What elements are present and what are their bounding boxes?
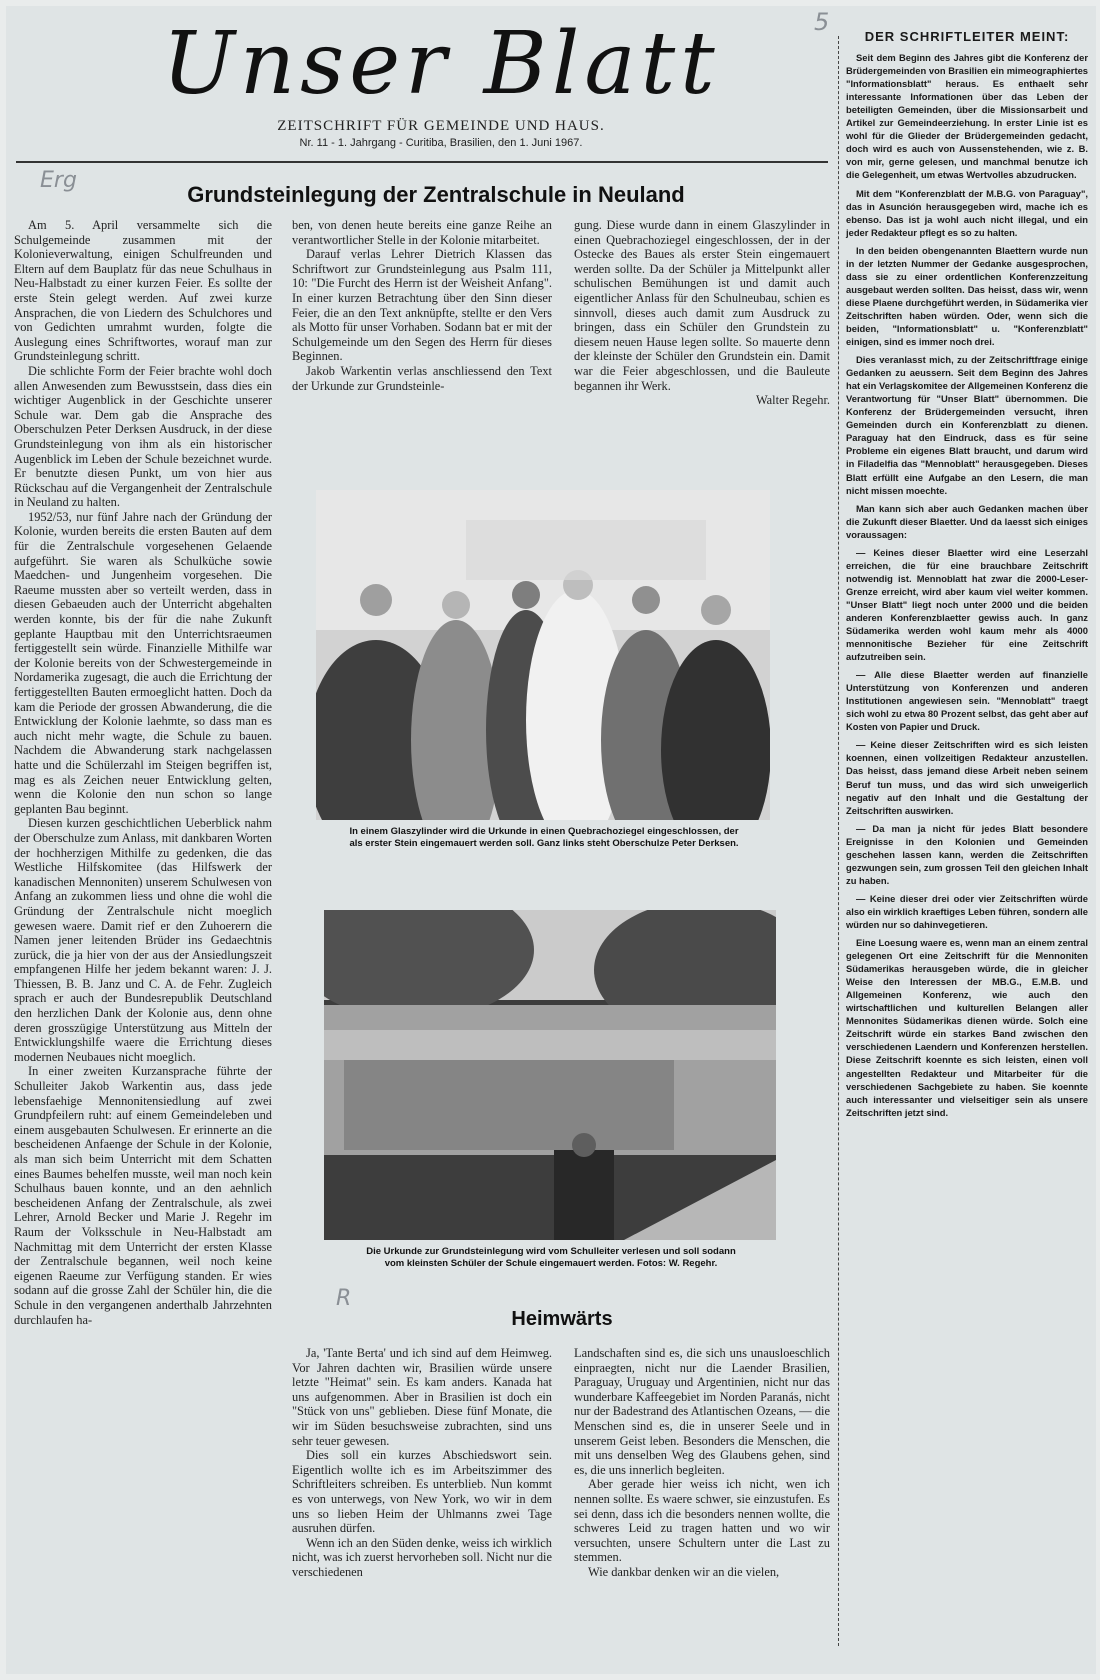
article-2-column-2 xyxy=(574,1346,830,1580)
article-headline: Grundsteinlegung der Zentralschule in Neuland xyxy=(187,182,685,207)
paragraph: Landschaften sind es, die sich uns unausloeschlich einpraegten, nicht nur die Laender Brasilien, Paraguay, Uruguay und Argentinien, nicht nur das wunderbare Kaffeegebiet im Norden Paranás, nicht nur der Badestrand des Atlantischen Ozeans, — die Menschen sind es, die in unserer Seele und in unserem Geist leben. Besonders die Menschen, die mit uns denselben Weg des Glaubens gehen, sind es, die uns innerlich begleiten. xyxy=(574,1346,830,1477)
masthead xyxy=(156,16,726,149)
editor-column xyxy=(846,30,1088,1124)
editor-column-heading: DER SCHRIFTLEITER MEINT: xyxy=(864,29,1070,44)
photo-2-caption: Die Urkunde zur Grundsteinlegung wird vom Schulleiter verlesen und soll sodann vom kleinsten Schüler der Schule eingemauert werden. Fotos: W. Regehr. xyxy=(366,1246,736,1269)
issue-line: Nr. 11 - 1. Jahrgang - Curitiba, Brasilien, den 1. Juni 1967. xyxy=(299,137,583,149)
editor-paragraph: Eine Loesung waere es, wenn man an einem zentral gelegenen Ort eine Zeitschrift für die Mennoniten Südamerikas herausgeben würde, die in gleicher Weise den Interessen der MB.G., E.M.B. und Allgemeinen Konferenz, wie auch den wirtschaftlichen und kulturellen Belangen aller Mennonites Südamerikas dienen würde. Solch eine Zeitschrift würde ein starkes Band zwischen den verschiedenen Laendern und Konferenzen herstellen. Diese Zeitschrift koennte es sich leisten, einen voll angestellten Redakteur und Mitarbeiter für die verschiedenen Sachgebiete zu haben. Sie koennte auch interessanter und vielseitiger sein als unsere Zeitschriften jetzt sind. xyxy=(846,937,1088,1118)
paragraph: gung. Diese wurde dann in einem Glaszylinder in einen Quebrachoziegel eingeschlossen, der in der Ostecke des Baues als erster Stein eingemauert werden sollte. Da der Schüler ja Mittelpunkt aller schulischen Bemühungen ist und damit auch eigentlicher Anlass für den Schulneubau, schien es sinnvoll, dieses auch damit zum Ausdruck zu bringen, dass ein Schüler den Grundstein zu diesem neuen Hause legen sollte. So mauerte denn der kleinste der Schüler den Grundstein ein. Damit war die Feier abgeschlossen, und die Bauleute begannen ihr Werk. xyxy=(574,218,830,393)
author-signature: Walter Regehr. xyxy=(755,393,830,408)
ceremony-photo-1 xyxy=(316,490,770,820)
article-column-2 xyxy=(292,218,552,393)
paragraph: Jakob Warkentin verlas anschliessend den Text der Urkunde zur Grundsteinle- xyxy=(292,363,552,393)
paragraph: Die schlichte Form der Feier brachte wohl doch allen Anwesenden zum Bewusstsein, dass dies ein wichtiger Augenblick in der Geschichte unserer Schule war. Dem gab die Ansprache des Oberschulzen Peter Derksen Ausdruck, in der diese Grundsteinlegung von ihm als ein historischer Augenblick im Leben der Schule bezeichnet wurde. Er benutzte diesen Punkt, um von hier aus Rückschau auf die Vergangenheit der Zentralschule in Neuland zu halten. xyxy=(14,363,272,510)
margin-note-2: R xyxy=(336,1286,352,1311)
paragraph: Darauf verlas Lehrer Dietrich Klassen das Schriftwort zur Grundsteinlegung aus Psalm 111, 10: "Die Furcht des Herrn ist der Weisheit Anfang". In einer kurzen Betrachtung über den Sinn dieser Feier, die an den Text anknüpfte, stellte er den Vers als Motto für unser Vorhaben. Sodann bat er mit der Schulgemeinde um den Segen des Herrn für dieses Beginnen. xyxy=(292,247,552,364)
article-column-1 xyxy=(14,218,272,1327)
newspaper-page xyxy=(6,6,1096,1674)
masthead-rule xyxy=(16,161,828,163)
sidebar-divider xyxy=(838,36,839,1646)
editor-paragraph: — Keine dieser Zeitschriften wird es sich leisten koennen, einen vollzeitigen Redakteur anzustellen. Das heisst, dass jemand diese Arbeit neben seinem Beruf tun muss, und das wird sich unweigerlich negativ auf den Inhalt und die Gestaltung der Zeitschriften auswirken. xyxy=(846,739,1088,816)
article-column-3 xyxy=(574,218,830,408)
editor-paragraph: Dies veranlasst mich, zu der Zeitschriftfrage einige Gedanken zu aeussern. Seit dem Beginn des Jahres hat ein Verlagskomitee der Allgemeinen Konferenz die Verantwortung für "Unser Blatt" übernommen. Die Konferenz der Brüdergemeinden versucht, ihren Gemeinden durch ein Konferenzblatt zu dienen. Paraguay hat den Eindruck, dass es für seine Probleme ein eigenes Blatt braucht, und darum wird in Filadelfia das "Mennoblatt" herausgegeben. Dieses Blatt erfüllt eine Aufgabe an den Lesern, die man nicht missen moechte. xyxy=(846,354,1088,496)
editor-paragraph: Mit dem "Konferenzblatt der M.B.G. von Paraguay", das in Asunción herausgegeben wird, mache ich es ebenso. Das ist ja wohl auch nicht illegal, und ein jeder Redakteur pflegt es so zu halten. xyxy=(846,187,1088,238)
paragraph: Wenn ich an den Süden denke, weiss ich wirklich nicht, was ich zuerst hervorheben soll. Nicht nur die verschiedenen xyxy=(292,1535,552,1579)
editor-paragraph: Man kann sich aber auch Gedanken machen über die Zukunft dieser Blaetter. Und da laesst sich einiges voraussagen: xyxy=(846,502,1088,540)
ceremony-photo-2 xyxy=(324,910,776,1240)
article-2-headline: Heimwärts xyxy=(511,1308,613,1330)
photo-1-caption: In einem Glaszylinder wird die Urkunde in einen Quebrachoziegel eingeschlossen, der als erster Stein eingemauert werden soll. Ganz links steht Oberschulze Peter Derksen. xyxy=(349,826,739,849)
paragraph: Aber gerade hier weiss ich nicht, wen ich nennen sollte. Es waere schwer, sie einzustufen. Es sei denn, dass ich die besonders nennen wollte, die schweres Leid zu tragen hatten und wo wir versuchten, unsere Schultern unter die Last zu stemmen. xyxy=(574,1477,830,1565)
editor-paragraph: In den beiden obengenannten Blaettern wurde nun in der letzten Nummer der Gedanke ausgesprochen, dass sie zu einer ordentlichen Konferenzzeitung ausgebaut werden sollten. Das heisst, dass wir, wenn diese Plaene durchgeführt werden, in Südamerika vier Zeitschriften haben würden. Oder, wenn sich die beiden, "Informationsblatt" u. "Konferenzblatt" einigen, sind es immer noch drei. xyxy=(846,244,1088,348)
paragraph: ben, von denen heute bereits eine ganze Reihe an verantwortlicher Stelle in der Kolonie mitarbeitet. xyxy=(292,218,552,247)
paragraph: Dies soll ein kurzes Abschiedswort sein. Eigentlich wollte ich es im Arbeitszimmer des Schriftleiters schreiben. Es unterblieb. Nun kommt es von unterwegs, von New York, wo wir in dem uns so lieben Heim der Uhlmanns zwei Tage ausruhen dürfen. xyxy=(292,1448,552,1536)
editor-paragraph: — Keine dieser drei oder vier Zeitschriften würde also ein wirklich kraeftiges Leben führen, sondern alle würden nur so dahinvegetieren. xyxy=(846,892,1088,930)
editor-paragraph: — Keines dieser Blaetter wird eine Leserzahl erreichen, die für eine brauchbare Zeitschrift notwendig ist. Mennoblatt hat zwar die 2000-Leser-Grenze erreicht, wird aber kaum viel weiter kommen. "Unser Blatt" liegt noch unter 2000 und die beiden anderen Konferenzblaetter gewiss auch. In ganz Südamerika werden wohl kaum mehr als 4000 mennonitische Bezieher für eine Zeitschrift aufzutreiben sein. xyxy=(846,546,1088,663)
newspaper-subtitle: ZEITSCHRIFT FÜR GEMEINDE UND HAUS. xyxy=(277,118,605,134)
paragraph: Wie dankbar denken wir an die vielen, xyxy=(588,1564,780,1579)
editor-paragraph: — Alle diese Blaetter werden auf finanzielle Unterstützung von Konferenzen und anderen Institutionen angewiesen sein. "Mennoblatt" traegt sich wohl zu etwa 80 Prozent selbst, das geht aber auf Kosten von Papier und Druck. xyxy=(846,669,1088,733)
margin-note: Erg xyxy=(40,168,77,193)
paragraph: Diesen kurzen geschichtlichen Ueberblick nahm der Oberschulze zum Anlass, mit dankbaren Worten der hochherzigen Mithilfe zu gedenken, die das Westliche Hilfskomitee (das Hilfswerk der kanadischen Mennoniten) unserem Schulwesen von Anfang an zukommen liess und ohne die wohl die Gründung der Zentralschule nicht moeglich gewesen waere. Damit rief er den Zuhoerern die Namen jener leitenden Brüder ins Gedaechtnis zurück, die ja hier von der aus der Ansiedlungszeit empfangenen Hilfe her jedem bekannt waren: J. J. Thiessen, B. B. Janz und C. A. de Fehr. Zugleich sprach er auch der Bundesrepublik Deutschland den herzlichen Dank der Kolonie aus, denn ohne deren grosszügige Unterstützung aus Mitteln der Entwicklungshilfe waere die Errichtung dieses modernen Neubaues nicht moeglich. xyxy=(14,816,272,1064)
photo-1-graphic xyxy=(316,490,770,820)
newspaper-title: Unser Blatt xyxy=(162,14,720,114)
paragraph: In einer zweiten Kurzansprache führte der Schulleiter Jakob Warkentin aus, dass jede lebensfaehige Mennonitensiedlung auf zwei Grundpfeilern ruht: auf einem Gemeindeleben und einem ausgebauten Schulwesen. Er erinnerte an die bescheidenen Anfaenge der Schule in der Kolonie, als man sich beim Unterricht mit dem Schatten eines Baumes behelfen musste, weil man noch kein Schulhaus bauen konnte, und an den aehnlich bescheidenen Anfang der Zentralschule, als zwei Lehrer, Arnold Becker und Marie J. Regehr im Raum der Volksschule in Neu-Halbstadt am Nachmittag mit dem Unterricht der ersten Klasse der Zentralschule begannen, weil noch keine eigenen Raeume zur Verfügung standen. Er wies sodann auf die grosse Zahl der Schüler hin, die die Schule in den vergangenen anderthalb Jahrzehnten durchlaufen ha- xyxy=(14,1064,272,1327)
photo-2-graphic xyxy=(324,910,776,1240)
editor-paragraph: Seit dem Beginn des Jahres gibt die Konferenz der Brüdergemeinden von Brasilien ein mimeographiertes "Informationsblatt" heraus. Es enthaelt sehr interessante Informationen über das Leben der beteiligten Gemeinden, über die Missionsarbeit und Artikel zur Gemeindeerziehung. In erster Linie ist es wohl für die Glieder der Brüdergemeinden gedacht, doch wird es auch von Aussenstehenden, wie z. B. von mir, gerne gelesen, und manchmal benutze ich die Gelegenheit, um etwas Wertvolles abzudrucken. xyxy=(846,52,1088,181)
page-mark: 5 xyxy=(814,8,830,36)
paragraph: 1952/53, nur fünf Jahre nach der Gründung der Kolonie, wurden bereits die ersten Bauten auf dem für die Zentralschule vorgesehenen Gelaende aufgeführt. Sie waren als Schulküche sowie Maedchen- und Jungenheim vorgesehen. Die Raeume mussten aber so verteilt werden, dass in diesen Gebaeuden auch der Unterricht abgehalten werden konnte, bis der für die nahe Zukunft geplante Hauptbau mit den Unterrichtsraeumen fertiggestellt sein würde. Finanzielle Mithilfe war der Kolonie bereits von der Schwestergemeinde in Nordamerika zugesagt, die auch die Errichtung der fertiggestellten Bauten ermoeglicht hatten. Doch da kam die Periode der grossen Abwanderung, die die Entwicklung der Kolonie laehmte, so dass man es auch nicht mehr wagte, die Schule zu bauen. Nachdem die Abwanderung stark nachgelassen hatte und die Schülerzahl im Steigen begriffen ist, mag es als Zeichen neuer Entwicklung gelten, wenn die Kolonie den nun schon so lange geplanten Bau beginnt. xyxy=(14,509,272,816)
paragraph: Ja, 'Tante Berta' und ich sind auf dem Heimweg. Vor Jahren dachten wir, Brasilien würde unsere letzte "Heimat" sein. Es kam anders. Kanada hat uns aufgenommen. Aber in Brasilien ist doch ein "Stück von uns" geblieben. Diese fünf Monate, die wir im Süden besuchsweise zubrachten, sind uns sehr teuer gewesen. xyxy=(292,1346,552,1448)
article-2-column-1 xyxy=(292,1346,552,1580)
paragraph: Am 5. April versammelte sich die Schulgemeinde zusammen mit der Kolonieverwaltung, einigen Schulfreunden und Eltern auf dem Bauplatz für das neue Schulhaus in Neu-Halbstadt zu einer kurzen Feier. Es sollte der erste Stein gelegt werden. Auf zwei kurze Ansprachen, die von Liedern des Schulchores und von Gedichten umrahmt wurden, folgte die Auslegung eines Schriftwortes, worauf man zur Grundsteinlegung schritt. xyxy=(14,218,272,364)
editor-paragraph: — Da man ja nicht für jedes Blatt besondere Ereignisse in den Kolonien und Gemeinden geschehen lassen kann, werden die Zeitschriften gezwungen sein, zum grossen Teil den gleichen Inhalt zu haben. xyxy=(846,822,1088,886)
